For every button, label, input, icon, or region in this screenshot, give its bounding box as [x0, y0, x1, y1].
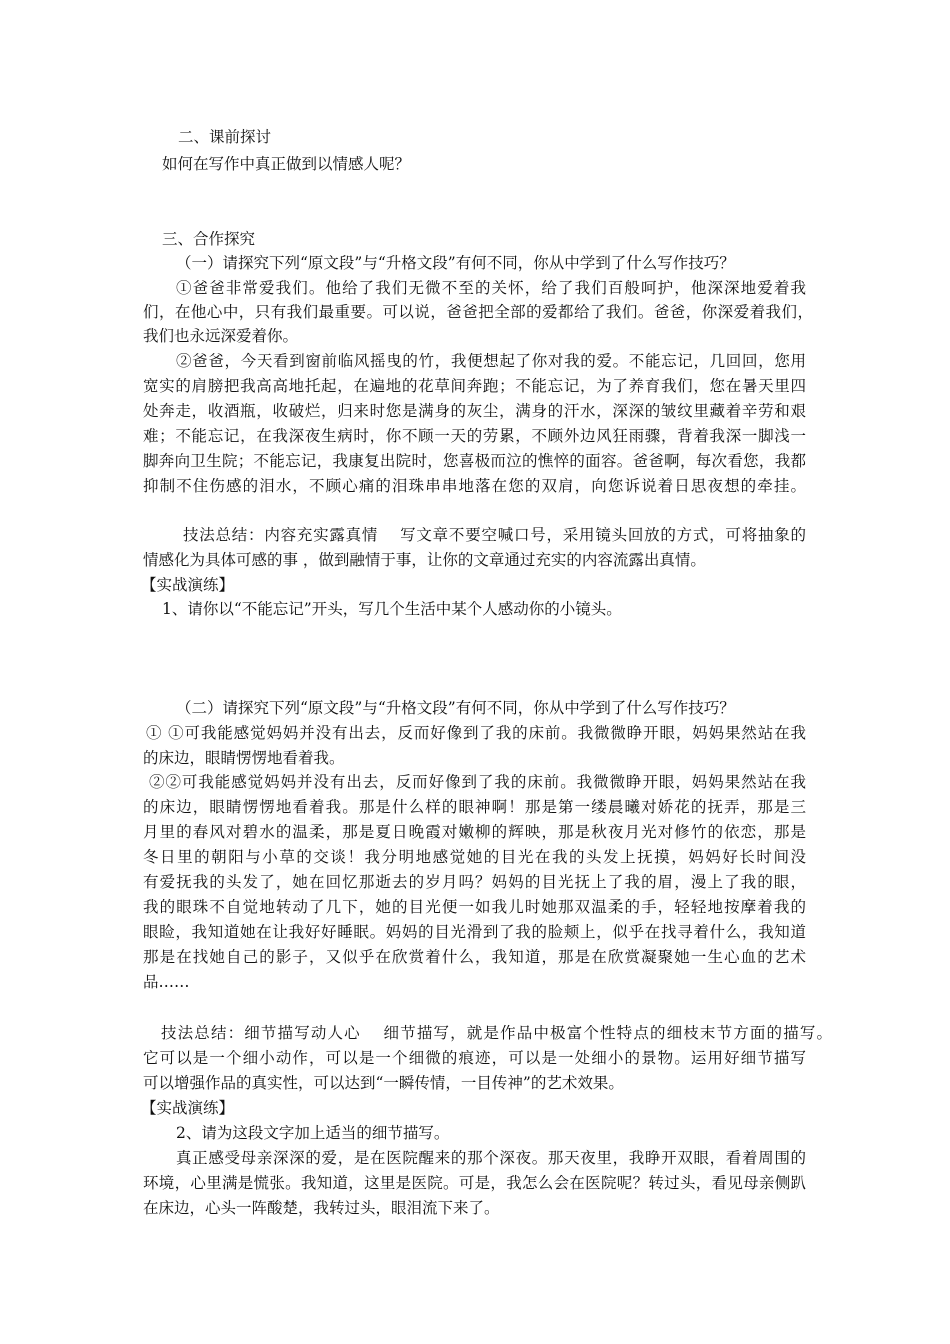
practice-passage-line: 环境，心里满是慌张。我知道，这里是医院。可是，我怎么会在医院呢？转过头，看见母亲侧趴: [143, 1174, 806, 1192]
improved-paragraph-line: 那是在找她自己的影子，又似乎在欣赏着什么，我知道，那是在欣赏凝聚她一生心血的艺术: [143, 948, 806, 966]
technique-summary-line: 它可以是一个细小动作，可以是一个细微的痕迹，可以是一处细小的景物。运用好细节描写: [143, 1049, 806, 1067]
original-paragraph-line: ① ①可我能感觉妈妈并没有出去，反而好像到了我的床前。我微微睁开眼，妈妈果然站在我: [146, 724, 806, 742]
original-paragraph-line: 的床边，眼睛愣愣地看着我。: [143, 749, 345, 767]
improved-paragraph-line: ②爸爸，今天看到窗前临风摇曳的竹，我便想起了你对我的爱。不能忘记，几回回，您用: [176, 352, 806, 370]
original-paragraph-line: 们，在他心中，只有我们最重要。可以说，爸爸把全部的爱都给了我们。爸爸，你深爱着我们，: [143, 303, 813, 321]
original-paragraph-line: ①爸爸非常爱我们。他给了我们无微不至的关怀，给了我们百般呵护，他深深地爱着我: [176, 279, 806, 297]
improved-paragraph-line: 月里的春风对碧水的温柔，那是夏日晚霞对嫩柳的辉映，那是秋夜月光对修竹的依恋，那是: [143, 823, 806, 841]
improved-paragraph-line: 处奔走，收酒瓶，收破烂，归来时您是满身的灰尘，满身的汗水，深深的皱纹里藏着辛劳和艰: [143, 402, 806, 420]
practice-passage-line: 在床边，心头一阵酸楚，我转过头，眼泪流下来了。: [143, 1199, 500, 1217]
improved-paragraph-line: 冬日里的朝阳与小草的交谈！我分明地感觉她的目光在我的头发上抚摸，妈妈好长时间没: [143, 848, 806, 866]
part-title: （一）请探究下列“原文段”与“升格文段”有何不同，你从中学到了什么写作技巧？: [176, 254, 735, 272]
improved-paragraph-line: 我的眼珠不自觉地转动了几下，她的目光便一如我儿时她那双温柔的手，轻轻地按摩着我的: [143, 898, 806, 916]
technique-summary-line: 技法总结：内容充实露真情 写文章不要空喊口号，采用镜头回放的方式，可将抽象的: [183, 526, 806, 544]
improved-paragraph-line: 眼睑，我知道她在让我好好睡眠。妈妈的目光滑到了我的脸颊上，似乎在找寻着什么，我知道: [143, 923, 806, 941]
improved-paragraph-line: 脚奔向卫生院；不能忘记，我康复出院时，您喜极而泣的憔悴的面容。爸爸啊，每次看您，我都: [143, 452, 806, 470]
practice-task: 2、请为这段文字加上适当的细节描写。: [176, 1124, 450, 1142]
practice-passage-line: 真正感受母亲深深的爱，是在医院醒来的那个深夜。那天夜里，我睁开双眼，看着周围的: [176, 1149, 806, 1167]
improved-paragraph-line: 抑制不住伤感的泪水，不顾心痛的泪珠串串地落在您的双肩，向您诉说着日思夜想的牵挂。: [143, 477, 806, 495]
section-heading: 三、合作探究: [162, 230, 256, 248]
improved-paragraph-line: ②②可我能感觉妈妈并没有出去，反而好像到了我的床前。我微微睁开眼，妈妈果然站在我: [149, 773, 806, 791]
technique-summary-line: 情感化为具体可感的事 ，做到融情于事，让你的文章通过充实的内容流露出真情。: [143, 551, 706, 569]
discussion-question: 如何在写作中真正做到以情感人呢？: [162, 155, 411, 173]
technique-summary-line: 可以增强作品的真实性，可以达到“一瞬传情，一目传神”的艺术效果。: [143, 1074, 624, 1092]
original-paragraph-line: 我们也永远深爱着你。: [143, 327, 299, 345]
practice-task: 1、请你以“不能忘记”开头，写几个生活中某个人感动你的小镜头。: [162, 600, 622, 618]
improved-paragraph-line: 品……: [143, 973, 190, 991]
practice-heading: 【实战演练】: [141, 1099, 235, 1117]
improved-paragraph-line: 有爱抚我的头发了，她在回忆那逝去的岁月吗？妈妈的目光抚上了我的眉，漫上了我的眼，: [143, 873, 806, 891]
technique-summary-line: 技法总结：细节描写动人心 细节描写，就是作品中极富个性特点的细枝末节方面的描写。: [161, 1024, 832, 1042]
part-title: （二）请探究下列“原文段”与“升格文段”有何不同，你从中学到了什么写作技巧？: [176, 699, 735, 717]
improved-paragraph-line: 的床边，眼睛愣愣地看着我。那是什么样的眼神啊！那是第一缕晨曦对娇花的抚弄，那是三: [143, 798, 806, 816]
improved-paragraph-line: 难；不能忘记，在我深夜生病时，你不顾一天的劳累，不顾外边风狂雨骤，背着我深一脚浅一: [143, 427, 806, 445]
practice-heading: 【实战演练】: [141, 576, 235, 594]
improved-paragraph-line: 宽实的肩膀把我高高地托起，在遍地的花草间奔跑；不能忘记，为了养育我们，您在暑天里四: [143, 377, 806, 395]
section-heading: 二、课前探讨: [178, 128, 272, 146]
